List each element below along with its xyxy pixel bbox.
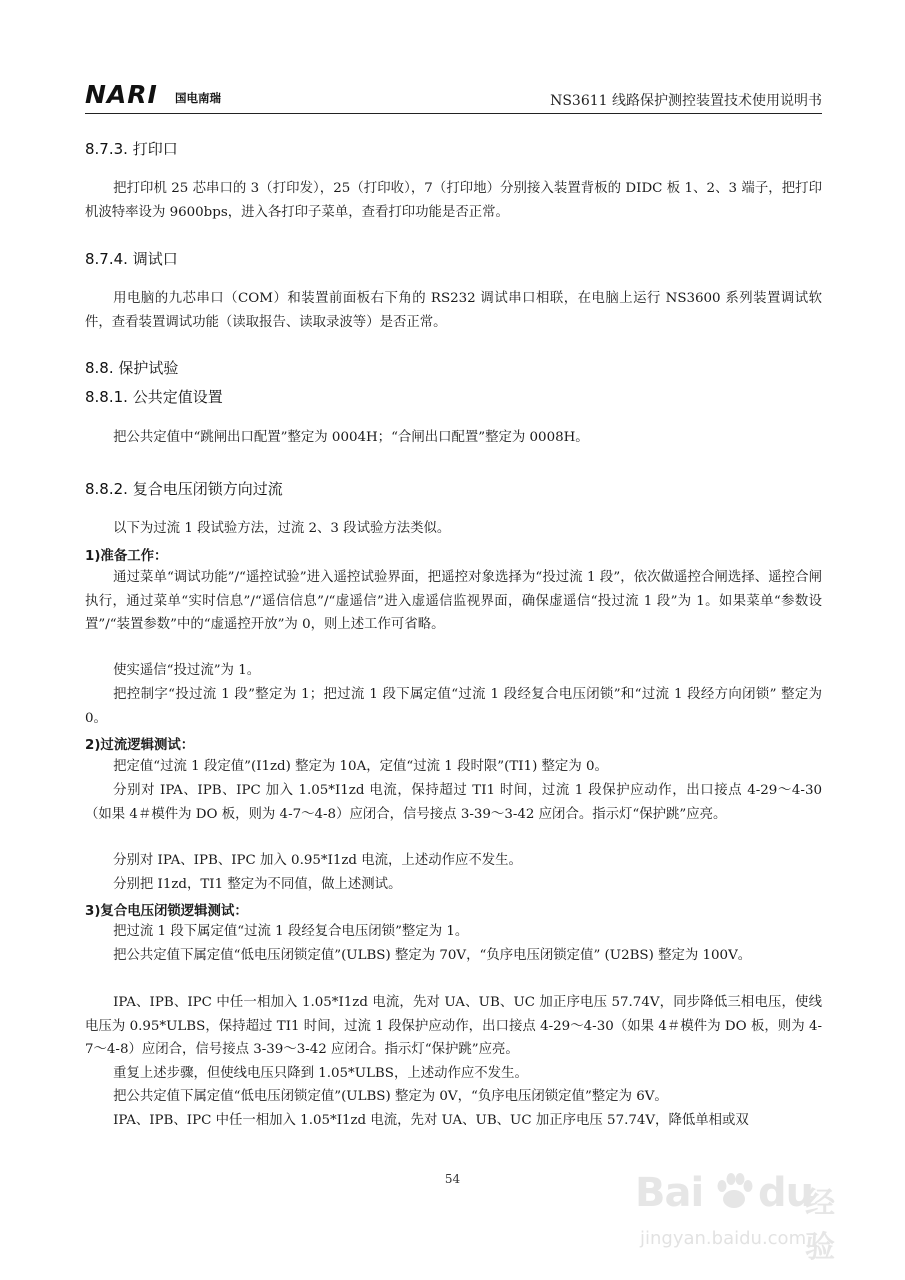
step-3-paragraph-5: 把公共定值下属定值“低电压闭锁定值”(ULBS) 整定为 0V，“负序电压闭锁定值”整定为 6V。 (113, 1089, 668, 1104)
document-title: NS3611 线路保护测控装置技术使用说明书 (550, 93, 822, 109)
step-1-paragraph-2: 使实遥信“投过流”为 1。 (113, 663, 261, 678)
nari-logo-cn: 国电南瑞 (175, 91, 221, 105)
section-8-8-1-title: 8.8.1. 公共定值设置 (85, 388, 223, 406)
step-1-heading: 1)准备工作： (85, 549, 168, 564)
step-2-paragraph-3: 分别对 IPA、IPB、IPC 加入 0.95*I1zd 电流，上述动作应不发生。 (113, 853, 522, 868)
section-8-7-3-body: 把打印机 25 芯串口的 3（打印发），25（打印收），7（打印地）分别接入装置背板的 DIDC 板 1、2、3 端子，把打印机波特率设为 9600bps，进入各打印子菜单，查看打印功能是否正常。 (85, 181, 822, 220)
step-3-paragraph-4: 重复上述步骤，但使线电压只降到 1.05*ULBS，上述动作应不发生。 (113, 1066, 528, 1081)
section-8-7-4-body: 用电脑的九芯串口（COM）和装置前面板右下角的 RS232 调试串口相联，在电脑上运行 NS3600 系列装置调试软件，查看装置调试功能（读取报告、读取录波等）是否正常。 (85, 291, 822, 330)
step-2-paragraph-2: 分别对 IPA、IPB、IPC 加入 1.05*I1zd 电流，保持超过 TI1 时间，过流 1 段保护应动作，出口接点 4-29～4-30（如果 4＃模件为 DO 板，则为 4-7～4-8）应闭合，信号接点 3-39～3-42 应闭合。指示灯“保护跳”应亮。 (85, 783, 822, 822)
step-2-paragraph-4: 分别把 I1zd，TI1 整定为不同值，做上述测试。 (113, 877, 402, 892)
page-number: 54 (444, 1172, 461, 1186)
header-divider (85, 113, 822, 114)
section-8-7-3-title: 8.7.3. 打印口 (85, 140, 178, 158)
step-3-paragraph-6: IPA、IPB、IPC 中任一相加入 1.05*I1zd 电流，先对 UA、UB、UC 加正序电压 57.74V，降低单相或双 (113, 1113, 749, 1128)
step-3-paragraph-1: 把过流 1 段下属定值“过流 1 段经复合电压闭锁”整定为 1。 (113, 924, 469, 939)
watermark-url: jingyan.baidu.com (640, 1228, 807, 1249)
section-8-8-title: 8.8. 保护试验 (85, 359, 179, 377)
nari-logo: NARI (85, 80, 158, 109)
paw-icon (710, 1168, 758, 1216)
watermark-cn: 经验 (805, 1186, 835, 1265)
section-8-8-2-title: 8.8.2. 复合电压闭锁方向过流 (85, 480, 283, 498)
section-8-8-2-intro: 以下为过流 1 段试验方法，过流 2、3 段试验方法类似。 (113, 521, 451, 536)
page-header (85, 78, 822, 114)
section-8-8-1-body: 把公共定值中“跳闸出口配置”整定为 0004H；“合闸出口配置”整定为 0008H。 (113, 430, 589, 445)
step-1-paragraph-1: 通过菜单“调试功能”/“遥控试验”进入遥控试验界面，把遥控对象选择为“投过流 1 段”，依次做遥控合闸选择、遥控合闸执行，通过菜单“实时信息”/“遥信信息”/“虚遥信”进入虚遥信监视界面，确保虚遥信“投过流 1 段”为 1。如果菜单“参数设置”/“装置参数”中的“虚遥控开放”为 0，则上述工作可省略。 (85, 570, 822, 633)
section-8-7-4-title: 8.7.4. 调试口 (85, 250, 178, 268)
step-3-heading: 3)复合电压闭锁逻辑测试： (85, 904, 248, 919)
watermark-brand-2: du (758, 1170, 814, 1216)
step-1-paragraph-3: 把控制字“投过流 1 段”整定为 1；把过流 1 段下属定值“过流 1 段经复合电压闭锁”和“过流 1 段经方向闭锁” 整定为 0。 (85, 687, 822, 726)
baidu-watermark (600, 1140, 850, 1270)
step-3-paragraph-2: 把公共定值下属定值“低电压闭锁定值”(ULBS) 整定为 70V，“负序电压闭锁定值” (U2BS) 整定为 100V。 (113, 948, 752, 963)
watermark-brand: Bai (635, 1170, 704, 1216)
step-2-paragraph-1: 把定值“过流 1 段定值”(I1zd) 整定为 10A，定值“过流 1 段时限”(TI1) 整定为 0。 (113, 759, 608, 774)
step-3-paragraph-3: IPA、IPB、IPC 中任一相加入 1.05*I1zd 电流，先对 UA、UB、UC 加正序电压 57.74V，同步降低三相电压，使线电压为 0.95*ULBS，保持超过 TI1 时间，过流 1 段保护应动作，出口接点 4-29～4-30（如果 4＃模件为 DO 板，则为 4-7～4-8）应闭合，信号接点 3-39～3-42 应闭合。指示灯“保护跳”应亮。 (85, 995, 822, 1058)
step-2-heading: 2)过流逻辑测试： (85, 738, 195, 753)
